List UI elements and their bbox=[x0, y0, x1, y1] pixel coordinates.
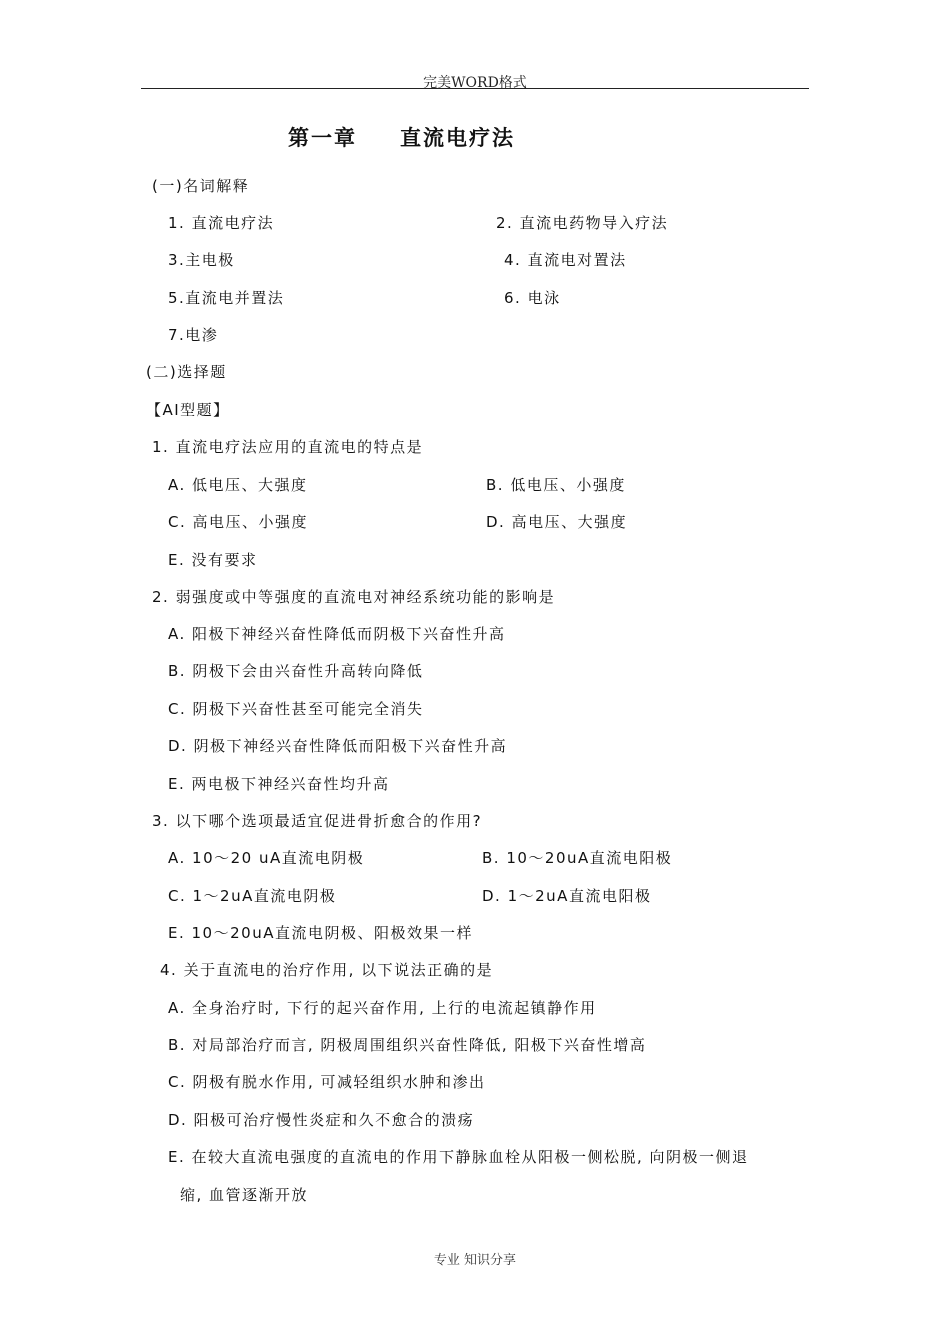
option: C. 1～2uA直流电阴极 bbox=[168, 887, 337, 905]
option: B. 阴极下会由兴奋性升高转向降低 bbox=[168, 662, 424, 680]
question-stem: 3. 以下哪个选项最适宜促进骨折愈合的作用? bbox=[152, 812, 483, 830]
chapter-title: 直流电疗法 bbox=[400, 125, 515, 150]
term-item: 2. 直流电药物导入疗法 bbox=[496, 214, 669, 232]
term-item: 5.直流电并置法 bbox=[168, 289, 285, 307]
option: D. 阴极下神经兴奋性降低而阳极下兴奋性升高 bbox=[168, 737, 508, 755]
option: D. 高电压、大强度 bbox=[486, 513, 628, 531]
term-item: 4. 直流电对置法 bbox=[504, 251, 627, 269]
option: D. 1～2uA直流电阳极 bbox=[482, 887, 652, 905]
option: A. 10～20 uA直流电阴极 bbox=[168, 849, 365, 867]
option-continuation: 缩, 血管逐渐开放 bbox=[180, 1186, 309, 1204]
term-item: 1. 直流电疗法 bbox=[168, 214, 275, 232]
question-stem: 4. 关于直流电的治疗作用, 以下说法正确的是 bbox=[160, 961, 494, 979]
page-footer: 专业 知识分享 bbox=[433, 1253, 517, 1268]
option: B. 低电压、小强度 bbox=[486, 476, 626, 494]
option: E. 两电极下神经兴奋性均升高 bbox=[168, 775, 390, 793]
option: C. 阴极下兴奋性甚至可能完全消失 bbox=[168, 700, 424, 718]
term-item: 3.主电极 bbox=[168, 251, 235, 269]
page-header: 完美WORD格式 bbox=[423, 75, 527, 91]
section-heading: (一)名词解释 bbox=[152, 177, 250, 195]
question-stem: 2. 弱强度或中等强度的直流电对神经系统功能的影响是 bbox=[152, 588, 556, 606]
option: C. 阴极有脱水作用, 可减轻组织水肿和渗出 bbox=[168, 1073, 486, 1091]
section-heading: (二)选择题 bbox=[146, 363, 227, 381]
option: B. 10～20uA直流电阳极 bbox=[482, 849, 673, 867]
option: B. 对局部治疗而言, 阴极周围组织兴奋性降低, 阳极下兴奋性增高 bbox=[168, 1036, 647, 1054]
term-item: 7.电渗 bbox=[168, 326, 219, 344]
option: D. 阳极可治疗慢性炎症和久不愈合的溃疡 bbox=[168, 1111, 475, 1129]
term-item: 6. 电泳 bbox=[504, 289, 561, 307]
option: A. 全身治疗时, 下行的起兴奋作用, 上行的电流起镇静作用 bbox=[168, 999, 597, 1017]
option: E. 没有要求 bbox=[168, 551, 258, 569]
option: C. 高电压、小强度 bbox=[168, 513, 309, 531]
option: E. 10～20uA直流电阴极、阳极效果一样 bbox=[168, 924, 473, 942]
option: A. 低电压、大强度 bbox=[168, 476, 308, 494]
chapter-number: 第一章 bbox=[288, 125, 357, 150]
option: A. 阳极下神经兴奋性降低而阴极下兴奋性升高 bbox=[168, 625, 506, 643]
header-rule bbox=[141, 88, 809, 89]
question-type-label: 【AI型题】 bbox=[146, 401, 230, 419]
question-stem: 1. 直流电疗法应用的直流电的特点是 bbox=[152, 438, 424, 456]
option: E. 在较大直流电强度的直流电的作用下静脉血栓从阳极一侧松脱, 向阴极一侧退 bbox=[168, 1148, 749, 1166]
